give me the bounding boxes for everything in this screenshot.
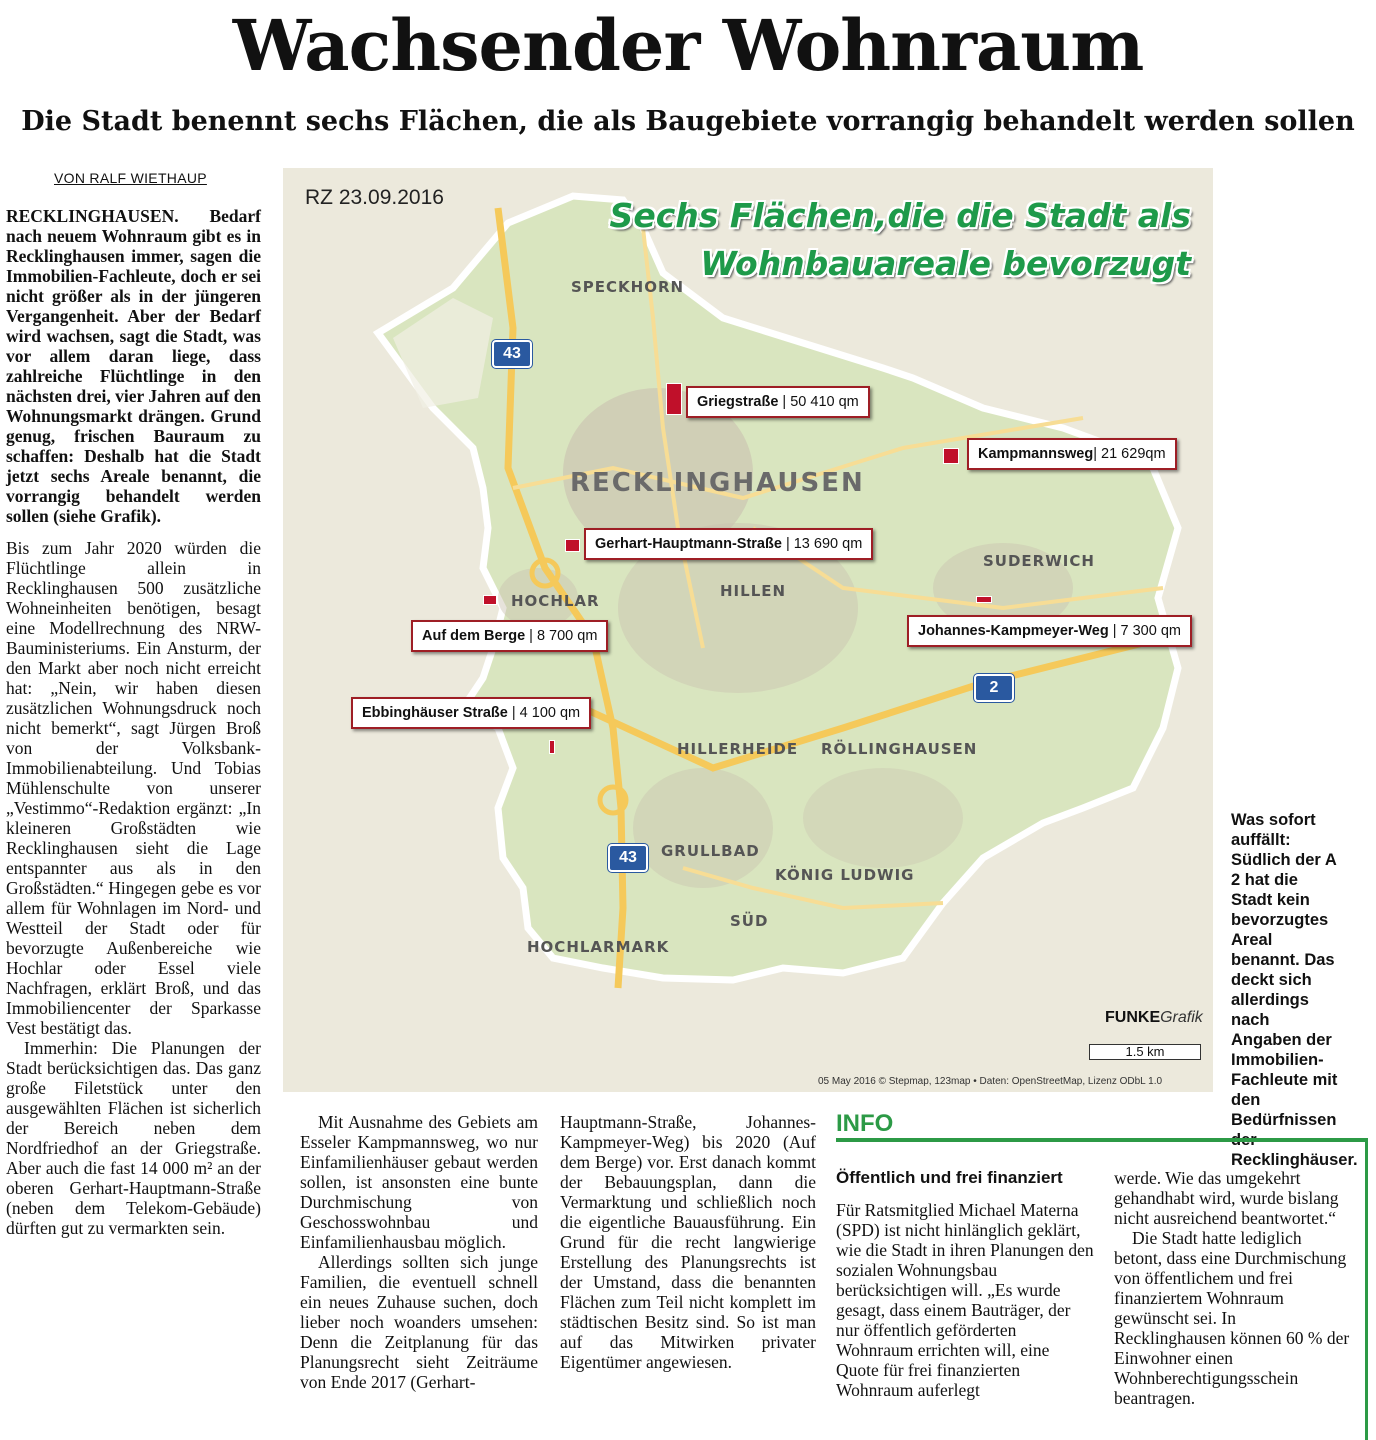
area-size: | 13 690 qm [781, 536, 863, 552]
district-speckhorn: SPECKHORN [571, 278, 685, 296]
article-column-3 [560, 1112, 816, 1372]
area-label [411, 620, 608, 652]
area-marker-auf-dem-berge [483, 595, 497, 605]
body-paragraph: Mit Ausnahme des Gebiets am Esseler Kampmannsweg, wo nur Einfamilienhäuser gebaut werden sollen, ist ansonsten eine bunte Durchmischung von Geschosswohnbau und Einfamilienhausbau möglich. [300, 1112, 538, 1252]
side-note: Was sofort auffällt: Südlich der A 2 hat die Stadt kein bevorzugtes Areal benannt. Das deckt sich allerdings nach Angaben der Immobilien-Fachleute mit den Bedürfnissen Recklinghäuser. [1231, 811, 1358, 1169]
info-label: INFO [836, 1110, 894, 1137]
subheadline: Die Stadt benennt sechs Flächen, die als Baugebiete vorrangig behandelt werden sollen [21, 106, 1355, 137]
headline: Wachsender Wohnraum [232, 4, 1144, 87]
info-paragraph: werde. Wie das umgekehrt gehandhabt wird, wurde bislang nicht ausreichend beantwortet.“ [1114, 1168, 1339, 1228]
area-marker-gerhart-hauptmann-strasse [565, 539, 580, 552]
info-paragraph: Die Stadt hatte lediglich betont, dass eine Durchmischung von öffentlichem und frei finanziertem Wohnraum gewünscht sei. In Recklinghausen können 60 % der Einwohner einen Wohnberechtigungsschein beantragen. [1114, 1228, 1350, 1408]
info-box [836, 1112, 1368, 1440]
map-credit: 05 May 2016 © Stepmap, 123map • Daten: OpenStreetMap, Lizenz ODbL 1.0 [818, 1076, 1163, 1087]
area-name: Gerhart-Hauptmann-Straße [595, 536, 782, 552]
byline: VON RALF WIETHAUP [54, 170, 207, 186]
highway-shield-a2: 2 [974, 674, 1014, 702]
area-size: | 50 410 qm [778, 394, 859, 410]
highway-shield-a43: 43 [492, 340, 532, 368]
info-paragraph: Für Ratsmitglied Michael Materna (SPD) ist nicht hinlänglich geklärt, wie die Stadt in ihren Planungen den sozialen Wohnungsbau berücksichtigen will. „Es wurde gesagt, dass einem Bauträger, der nur öffentlich geförderten Wohnraum errichten will, eine Quote für frei finanzierten Wohnraum auferlegt [836, 1200, 1094, 1400]
body-paragraph: Bis zum Jahr 2020 würden die Flüchtlinge allein in Recklinghausen 500 zusätzliche Wohneinheiten benötigen, besagt eine Modellrechnung des NRW-Bauministeriums. Ein Ansturm, der den Markt aber noch nicht erreicht hat: „Nein, wir haben diesen zusätzlichen Wohnungsdruck noch nicht bemerkt“, sagt Jürgen Broß von der Volksbank-Immobilienabteilung. Und Tobias Mühlenschulte von unserer „Vestimmo“-Redaktion ergänzt: „In kleineren Großstädten wie Recklinghausen sieht die Lage entspannter aus als in den Großstädten.“ Hingegen gebe es vor allem für Wohnlagen im Nord- und Westteil der Stadt oder für bevorzugte Außenbereiche wie Hochlar oder Essel viele Nachfragen, erklärt Broß, und das Immobiliencenter der Sparkasse Vest bestätigt das. [6, 538, 261, 1038]
area-size: | 8 700 qm [525, 628, 598, 644]
lead-paragraph: RECKLINGHAUSEN. Bedarf nach neuem Wohnraum gibt es in Recklinghausen immer, sagen die Immobilien-Fachleute, doch er sei nicht größer als in der jüngeren Vergangenheit. Aber der Bedarf wird wachsen, sagt die Stadt, was vor allem daran liege, dass zahlreiche Flüchtlinge in den nächsten drei, vier Jahren auf den Wohnungsmarkt drängen. Grund genug, frischen Bauraum zu schaffen: Deshalb hat die Stadt jetzt sechs Areale benannt, die vorrangig behandelt werden sollen (siehe Grafik). [6, 206, 261, 526]
map-graphic [283, 168, 1213, 1092]
area-marker-johannes-kampmeyer-weg [976, 596, 992, 603]
district-hochlarmark: HOCHLARMARK [527, 938, 670, 956]
body-paragraph: Hauptmann-Straße, Johannes-Kampmeyer-Weg) bis 2020 (Auf dem Berge) vor. Erst danach kommt der Bebauungsplan, dann die Vermarktung und schließlich noch die eigentliche Bauausführung. Ein Grund für die recht langwierige Erstellung des Planungsrechts ist der Umstand, dass die benannten Flächen zum Teil nicht komplett im städtischen Besitz sind. So ist man auf das Mitwirken privater Eigentümer angewiesen. [560, 1112, 816, 1372]
scale-bar: 1.5 km [1089, 1044, 1201, 1060]
district-hillerheide: HILLERHEIDE [677, 740, 799, 758]
area-size: | 4 100 qm [507, 705, 581, 721]
map-title-line-2: Wohnbauareale bevorzugt [700, 244, 1191, 283]
area-name: Johannes-Kampmeyer-Weg [918, 623, 1109, 639]
highway-shield-a43: 43 [608, 844, 648, 872]
date-stamp: RZ 23.09.2016 [305, 186, 444, 209]
area-size: | 7 300 qm [1108, 623, 1181, 639]
area-name: Griegstraße [697, 394, 779, 410]
area-label [584, 528, 873, 560]
info-title: Öffentlich und frei finanziert [836, 1168, 1063, 1187]
info-column-2 [1114, 1168, 1350, 1408]
area-label [907, 615, 1192, 647]
district-roellinghausen: RÖLLINGHAUSEN [821, 740, 978, 758]
city-label: RECKLINGHAUSEN [570, 468, 865, 498]
body-paragraph: Allerdings sollten sich junge Familien, die eventuell schnell ein neues Zuhause suchen, doch lieber noch woanders umsehen: Denn die Zeitplanung für das Planungsrecht sieht Zeiträume von Ende 2017 (Gerhart- [300, 1252, 538, 1392]
area-marker-ebbinghaeuser-strasse [549, 740, 555, 754]
area-marker-kampmannsweg [943, 448, 959, 464]
district-grullbad: GRULLBAD [661, 842, 760, 860]
district-hochlar: HOCHLAR [511, 592, 600, 610]
area-size: | 21 629qm [1093, 446, 1166, 462]
area-name: Kampmannsweg [978, 446, 1094, 462]
area-name: Auf dem Berge [422, 628, 526, 644]
district-hillen: HILLEN [720, 582, 787, 600]
info-side-rule [1365, 1138, 1368, 1440]
article-column-2 [300, 1112, 538, 1392]
area-label [967, 438, 1177, 470]
area-name: Ebbinghäuser Straße [362, 705, 508, 721]
area-marker-griegstrasse [666, 383, 682, 415]
district-suderwich: SUDERWICH [983, 552, 1095, 570]
funke-grafik-logo: FUNKEGrafik [1105, 1009, 1203, 1026]
map-title-line-1: Sechs Flächen,die die Stadt als [609, 196, 1191, 235]
area-label [351, 697, 591, 729]
info-rule [836, 1138, 1368, 1142]
district-koenig-ludwig: KÖNIG LUDWIG [775, 866, 915, 884]
article-column-1 [6, 206, 261, 1238]
info-column-1 [836, 1200, 1094, 1400]
body-paragraph: Immerhin: Die Planungen der Stadt berücksichtigen das. Das ganz große Filetstück unter den ausgewählten Flächen ist sicherlich der Bereich neben dem Nordfriedhof an der Griegstraße. Aber auch die fast 14 000 m² an der oberen Gerhart-Hauptmann-Straße (neben dem Telekom-Gebäude) dürften gut zu vermarkten sein. [6, 1038, 261, 1238]
area-label [686, 386, 870, 418]
map-title [610, 192, 1191, 288]
district-sued: SÜD [730, 912, 769, 930]
